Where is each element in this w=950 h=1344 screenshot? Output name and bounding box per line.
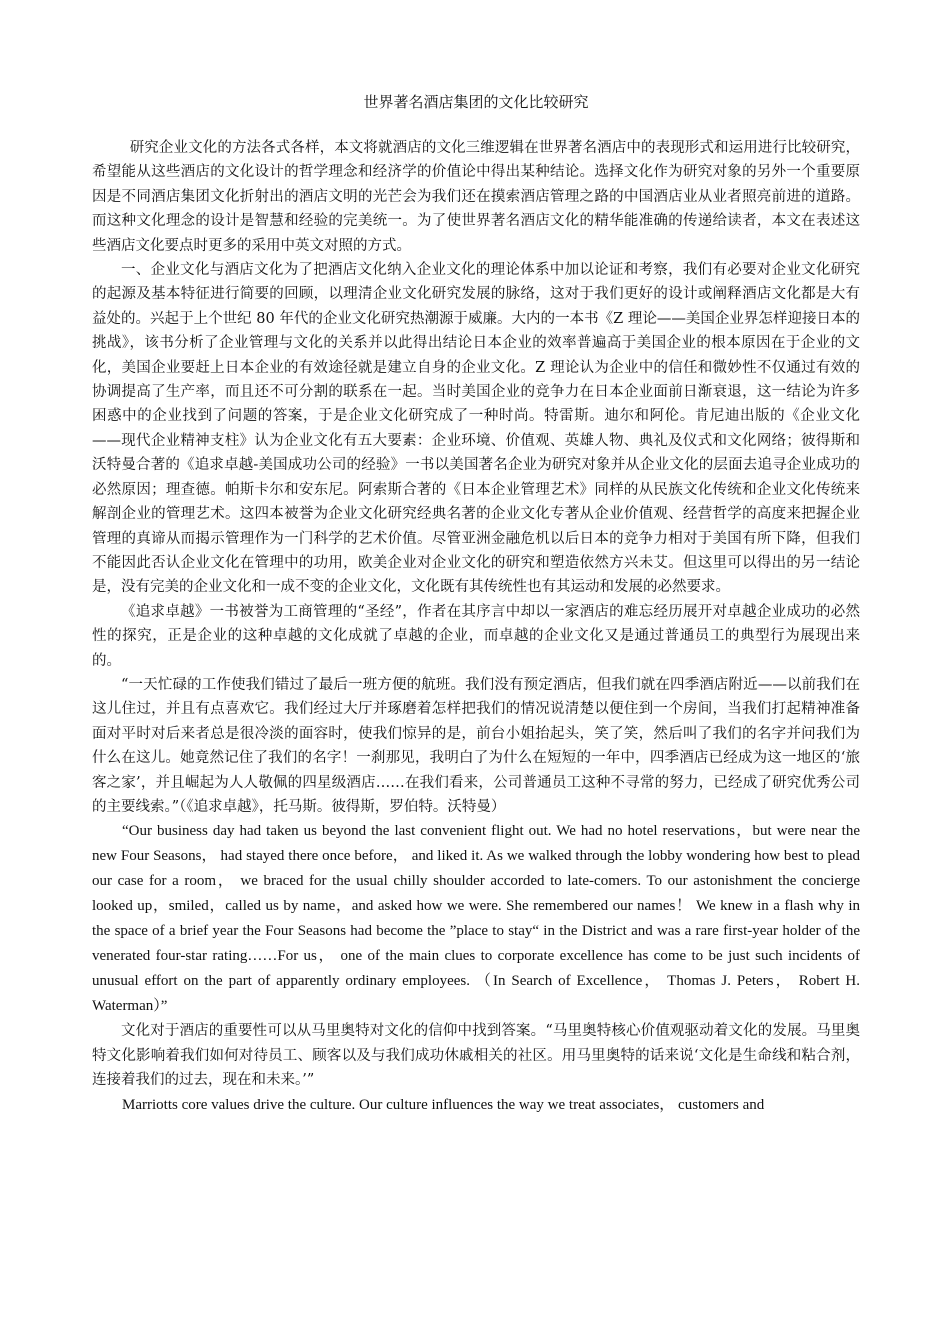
excellence-paragraph: 《追求卓越》一书被誉为工商管理的“圣经”，作者在其序言中却以一家酒店的难忘经历展开对卓越企业成功的必然性的探究，正是企业的这种卓越的文化成就了卓越的企业，而卓越的企业文化又是通过普通员工的典型行为展现出来的。 (92, 603, 860, 669)
four-seasons-quote-english: “Our business day had taken us beyond the last convenient flight out. We had no hotel reservations，but were near the new Four Seasons， had stayed there once before， and liked it. As we walked through the lobby wondering how best to plead our case for a room， we braced for the usual chilly shoulder accorded to late-comers. To our astonishment the concierge looked up，smiled，called us by name，and asked how we were. She remembered our names！ We knew in a flash why in the space of a brief year the Four Seasons had become the ”place to stay“ in the District and was a rare first-year holder of the venerated four-star rating……For us， one of the main clues to corporate excellence has come to be just such incidents of unusual effort on the part of apparently ordinary employees. （In Search of Excellence， Thomas J. Peters， Robert H. Waterman）” (92, 823, 860, 1015)
intro-paragraph: 研究企业文化的方法各式各样，本文将就酒店的文化三维逻辑在世界著名酒店中的表现形式和运用进行比较研究，希望能从这些酒店的文化设计的哲学理念和经济学的价值论中得出某种结论。选择文化作为研究对象的另外一个重要原因是不同酒店集团文化折射出的酒店文明的光芒会为我们还在摸索酒店管理之路的中国酒店业从业者照亮前进的道路。而这种文化理念的设计是智慧和经验的完美统一。为了使世界著名酒店文化的精华能准确的传递给读者，本文在表述这些酒店文化要点时更多的采用中英文对照的方式。 (92, 140, 860, 254)
document-page (92, 90, 860, 1118)
four-seasons-quote-chinese: “一天忙碌的工作使我们错过了最后一班方便的航班。我们没有预定酒店，但我们就在四季酒店附近——以前我们在这儿住过，并且有点喜欢它。我们经过大厅并琢磨着怎样把我们的情况说清楚以便住到一个房间，当我们打起精神准备面对平时对后来者总是很冷淡的面容时，使我们惊异的是，前台小姐抬起头，笑了笑，然后叫了我们的名字并问我们为什么在这儿。她竟然记住了我们的名字！一刹那见，我明白了为什么在短短的一年中，四季酒店已经成为这一地区的‘旅客之家’，并且崛起为人人敬佩的四星级酒店……在我们看来，公司普通员工这种不寻常的努力，已经成了研究优秀公司的主要线索。”（《追求卓越》，托马斯。彼得斯，罗伯特。沃特曼） (92, 676, 860, 815)
document-title: 世界著名酒店集团的文化比较研究 (363, 93, 589, 111)
marriott-english-line: Marriotts core values drive the culture. Our culture influences the way we treat associates， customers and (122, 1096, 765, 1113)
section-one-paragraph: 一、企业文化与酒店文化为了把酒店文化纳入企业文化的理论体系中加以论证和考察，我们有必要对企业文化研究的起源及基本特征进行简要的回顾，以理清企业文化研究发展的脉络，这对于我们更好的设计或阐释酒店文化都是大有益处的。兴起于上个世纪 80 年代的企业文化研究热潮源于威廉。大内的一本书《Z 理论——美国企业界怎样迎接日本的挑战》，该书分析了企业管理与文化的关系并以此得出结论日本企业的效率普遍高于美国企业的根本原因在于企业的文化，美国企业要赶上日本企业的有效途径就是建立自身的企业文化。Z 理论认为企业中的信任和微妙性不仅通过有效的协调提高了生产率，而且还不可分割的联系在一起。当时美国企业的竞争力在日本企业面前日渐衰退，这一结论为许多困惑中的企业找到了问题的答案，于是企业文化研究成了一种时尚。特雷斯。迪尔和阿伦。肯尼迪出版的《企业文化——现代企业精神支柱》认为企业文化有五大要素：企业环境、价值观、英雄人物、典礼及仪式和文化网络；彼得斯和沃特曼合著的《追求卓越-美国成功公司的经验》一书以美国著名企业为研究对象并从企业文化的层面去追寻企业成功的必然原因；理查德。帕斯卡尔和安东尼。阿索斯合著的《日本企业管理艺术》同样的从民族文化传统和企业文化传统来解剖企业的管理艺术。这四本被誉为企业文化研究经典名著的企业文化专著从企业价值观、经营哲学的高度来把握企业管理的真谛从而揭示管理作为一门科学的艺术价值。尽管亚洲金融危机以后日本的竞争力相对于美国有所下降，但我们不能因此否认企业文化在管理中的功用，欧美企业对企业文化的研究和塑造依然方兴未艾。但这里可以得出的另一结论是，没有完美的企业文化和一成不变的企业文化，文化既有其传统性也有其运动和发展的必然要求。 (92, 262, 860, 596)
marriott-paragraph: 文化对于酒店的重要性可以从马里奥特对文化的信仰中找到答案。“马里奥特核心价值观驱动着文化的发展。马里奥特文化影响着我们如何对待员工、顾客以及与我们成功休戚相关的社区。用马里奥特的话来说‘文化是生命线和粘合剂，连接着我们的过去，现在和未来。’” (92, 1023, 860, 1089)
